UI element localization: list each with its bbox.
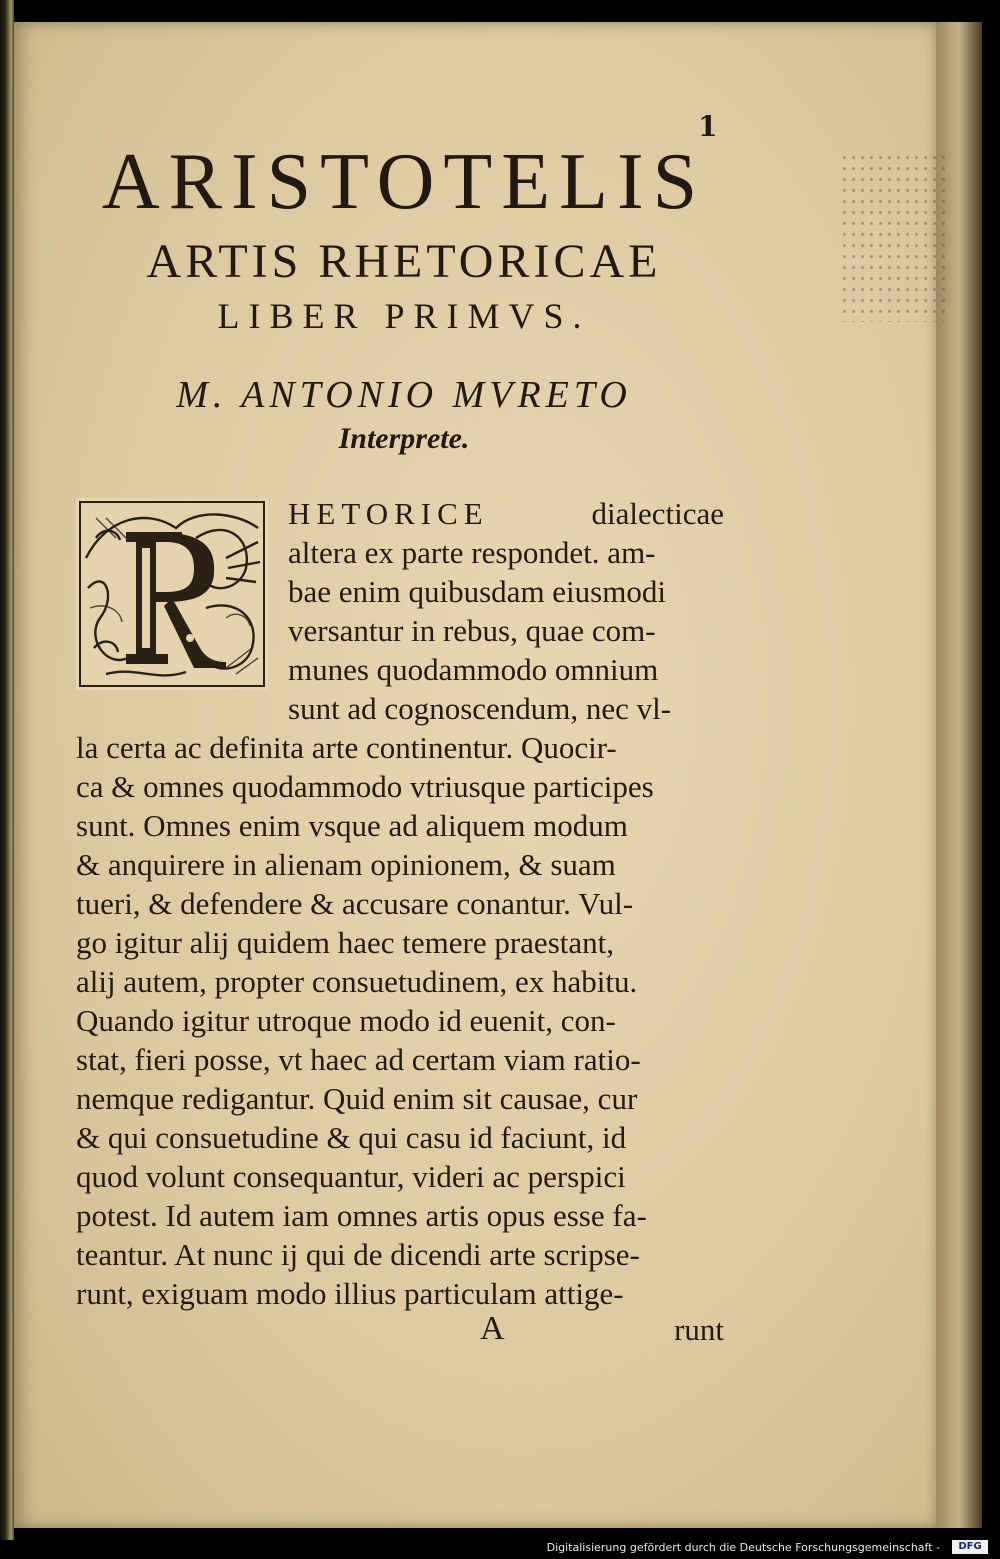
text-segment: altera ex parte respondet. am- (288, 535, 656, 570)
text-line (76, 1235, 724, 1274)
text-line (76, 1274, 724, 1313)
text-segment: & qui consuetudine & qui casu id faciunt, id (76, 1120, 627, 1155)
title-artis-rhetoricae: ARTIS RHETORICAE (146, 235, 662, 288)
text-segment: bae enim quibusdam eiusmodi (288, 574, 666, 609)
page-footer-marks (76, 1310, 724, 1350)
body-text (76, 494, 724, 1313)
text-segment: dialecticae (591, 496, 724, 531)
text-line (288, 611, 724, 650)
text-line (76, 1001, 724, 1040)
text-line (76, 1157, 724, 1196)
text-line (288, 494, 724, 533)
text-line (76, 806, 724, 845)
text-segment: go igitur alij quidem haec temere praestant, (76, 925, 614, 960)
text-segment: munes quodammodo omnium (288, 652, 659, 687)
text-segment: Quando igitur utroque modo id euenit, con- (76, 1003, 616, 1038)
text-segment: la certa ac definita arte continentur. Quocir- (76, 730, 617, 765)
text-line (76, 728, 724, 767)
bleed-through-specks (840, 152, 950, 322)
text-line (76, 767, 724, 806)
text-line (76, 884, 724, 923)
signature-mark: A (480, 1310, 505, 1347)
text-segment: sunt. Omnes enim vsque ad aliquem modum (76, 808, 628, 843)
text-segment: stat, fieri posse, vt haec ad certam viam ratio- (76, 1042, 641, 1077)
text-segment: tueri, & defendere & accusare conantur. Vul- (76, 886, 634, 921)
page-number: 1 (698, 110, 718, 143)
text-line (76, 923, 724, 962)
text-segment: potest. Id autem iam omnes artis opus esse fa- (76, 1198, 647, 1233)
text-line (76, 845, 724, 884)
catchword: runt (674, 1312, 724, 1347)
text-line (76, 1079, 724, 1118)
text-segment: quod volunt consequantur, videri ac perspici (76, 1159, 626, 1194)
text-segment: teantur. At nunc ij qui de dicendi arte scripse- (76, 1237, 640, 1272)
text-line (76, 1118, 724, 1157)
text-line (288, 650, 724, 689)
text-line (288, 533, 724, 572)
translator-role: Interprete. (338, 422, 470, 455)
text-segment: ca & omnes quodammodo vtriusque participes (76, 769, 654, 804)
text-segment: sunt ad cognoscendum, nec vl- (288, 691, 672, 726)
digitization-credit: Digitalisierung gefördert durch die Deutsche Forschungsgemeinschaft - (546, 1541, 940, 1554)
text-segment: & anquirere in alienam opinionem, & suam (76, 847, 616, 882)
title-liber-primus: LIBER PRIMVS. (217, 296, 591, 336)
translator-name: M. ANTONIO MVRETO (176, 374, 632, 416)
book-edge-left (0, 0, 14, 1540)
text-line (76, 1040, 724, 1079)
text-line (288, 689, 724, 728)
text-line (76, 1196, 724, 1235)
text-segment: HETORICE (288, 496, 489, 531)
dfg-logo: DFG (952, 1540, 988, 1554)
text-line (288, 572, 724, 611)
text-line (76, 962, 724, 1001)
text-segment: versantur in rebus, quae com- (288, 613, 656, 648)
title-aristotelis: ARISTOTELIS (101, 138, 707, 226)
text-segment: alij autem, propter consuetudinem, ex habitu. (76, 964, 638, 999)
text-segment: nemque redigantur. Quid enim sit causae, cur (76, 1081, 638, 1116)
text-segment: runt, exiguam modo illius particulam attige- (76, 1276, 624, 1311)
